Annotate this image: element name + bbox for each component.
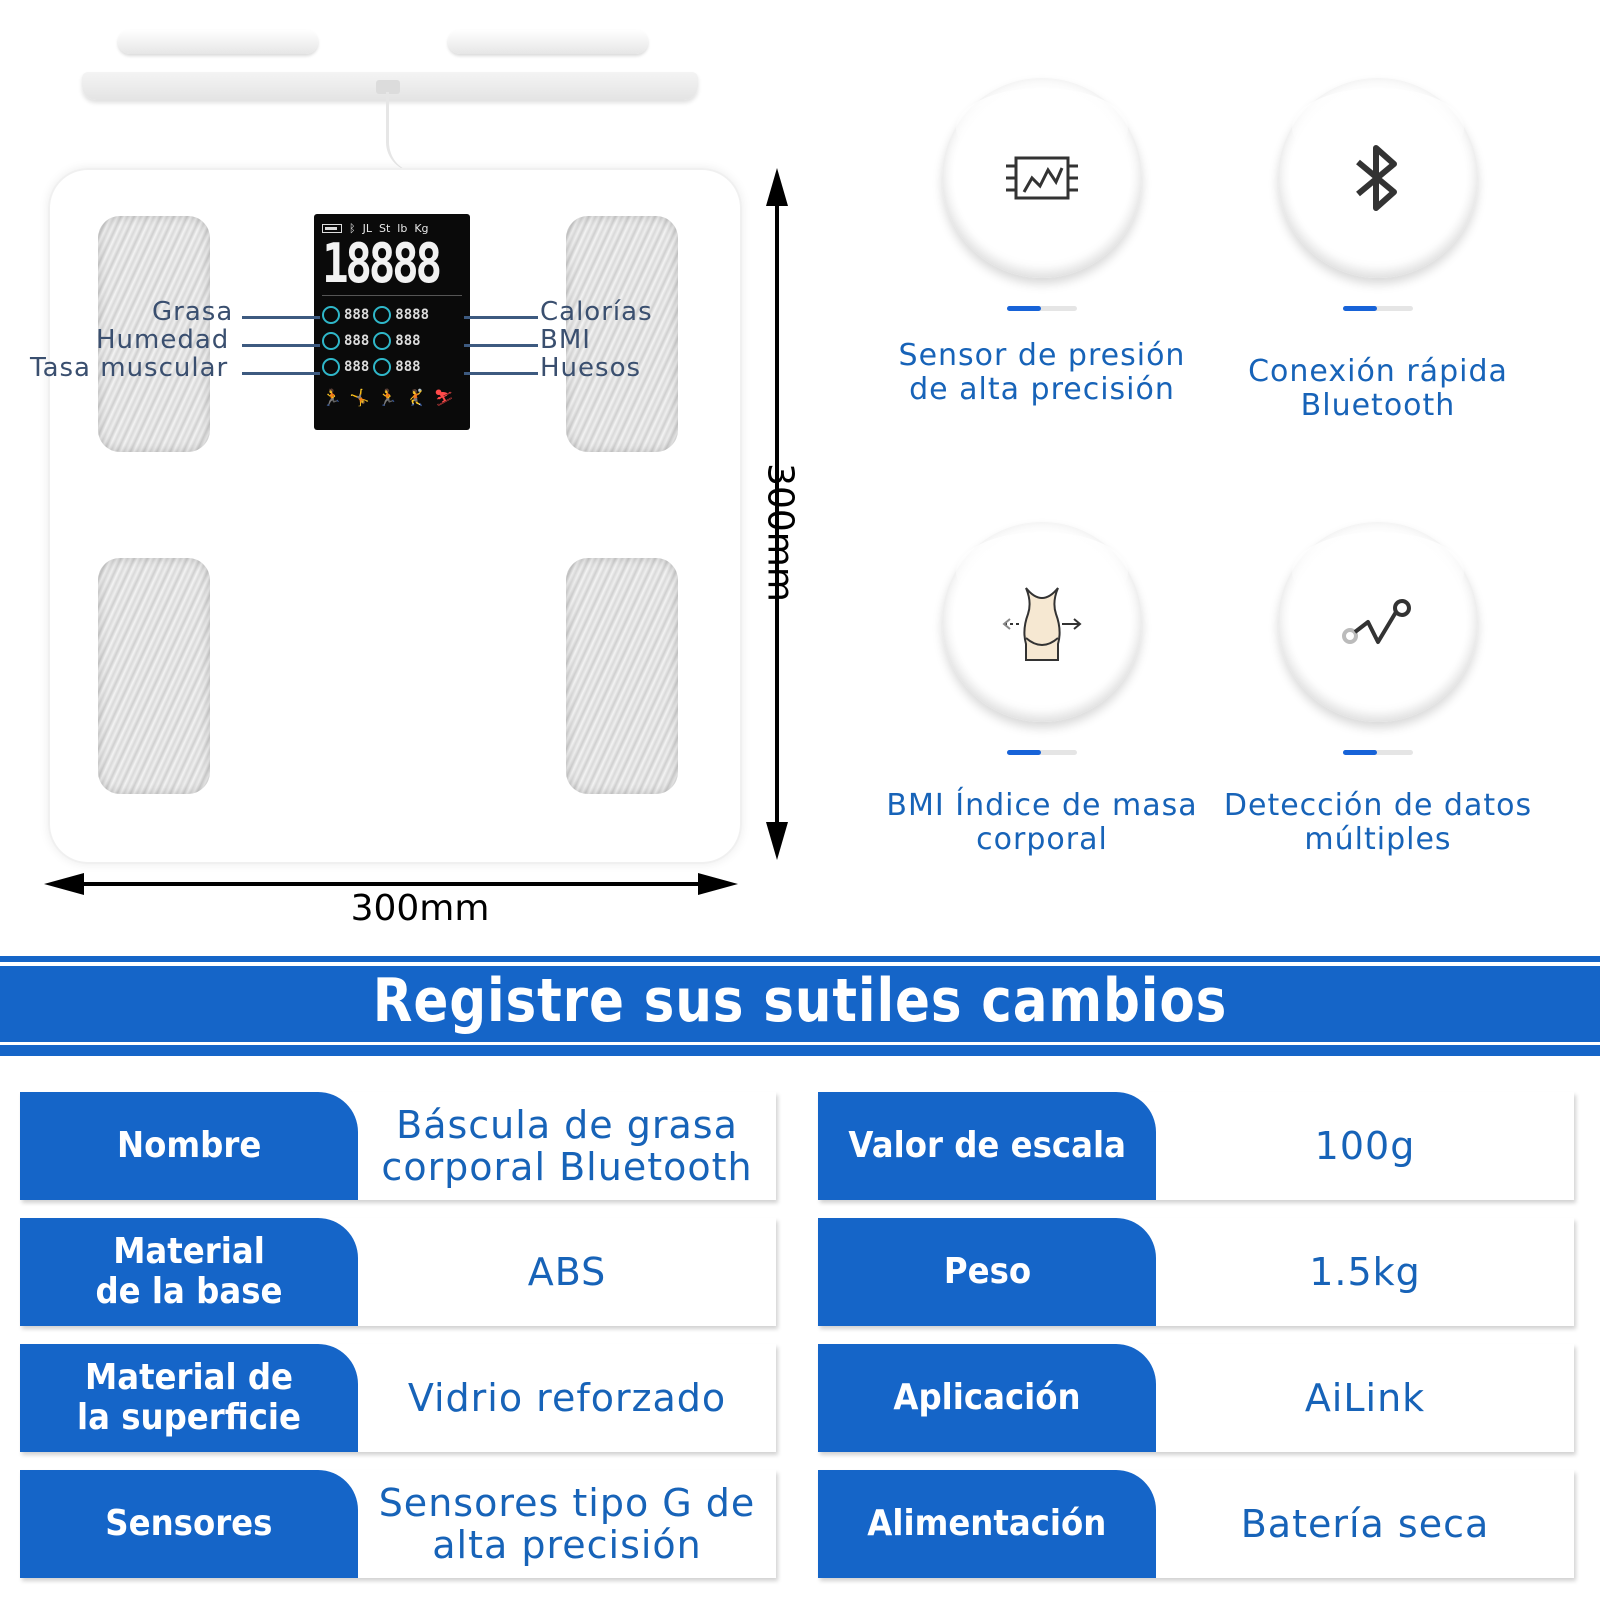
arrow-right-icon — [698, 873, 738, 895]
feature-bubble — [942, 78, 1142, 278]
fat-icon — [322, 306, 340, 324]
lcd-weight-digits: 18888 — [322, 232, 439, 295]
feature-text: Detección de datos múltiples — [1223, 788, 1533, 857]
charging-cable — [386, 92, 416, 172]
callout-line — [464, 316, 538, 319]
feature-progress-bar — [1343, 306, 1413, 311]
bluetooth-icon — [1328, 128, 1428, 228]
feature-text: BMI Índice de masa corporal — [886, 788, 1198, 857]
spec-value: Vidrio reforzado — [407, 1376, 727, 1420]
sprinter-icon: 🏃 — [377, 388, 398, 407]
arrow-down-icon — [766, 822, 788, 860]
lcd-unit-st: St — [378, 222, 391, 235]
lcd-unit-jl: JL — [362, 222, 372, 235]
lcd-metric-row: 888 888 — [322, 354, 462, 380]
callout-line — [242, 344, 320, 347]
spec-label: Aplicación — [818, 1344, 1156, 1452]
callout-grasa: Grasa — [152, 297, 234, 327]
athlete-icon: 🤾 — [405, 388, 426, 407]
spec-row — [20, 1218, 776, 1326]
feature-progress-bar — [1007, 306, 1077, 311]
spec-row — [818, 1218, 1574, 1326]
spec-value: 1.5kg — [1309, 1250, 1421, 1294]
feature-multi-data — [1218, 522, 1538, 857]
callout-huesos: Huesos — [540, 353, 642, 383]
feature-pressure-sensor — [882, 78, 1202, 407]
banner-stripe — [0, 1042, 1600, 1045]
calorie-icon — [373, 306, 391, 324]
banner-title: Registre sus sutiles cambios — [372, 966, 1228, 1036]
callout-bmi: BMI — [540, 325, 591, 355]
width-dimension-line — [80, 882, 700, 886]
muscle-icon — [322, 358, 340, 376]
lcd-divider — [322, 295, 462, 296]
spec-label: Peso — [818, 1218, 1156, 1326]
electrode-bottom-left — [98, 558, 210, 794]
width-dimension-label: 300mm — [350, 888, 490, 929]
spec-value: Sensores tipo G de alta precisión — [378, 1481, 756, 1567]
lcd-unit-lb: lb — [397, 222, 408, 235]
lcd-metric-row: 888 8888 — [322, 302, 462, 328]
feature-bubble — [942, 522, 1142, 722]
feature-bubble — [1278, 78, 1478, 278]
dancer-icon: 🤸 — [349, 388, 370, 407]
charging-pad-right — [448, 30, 648, 54]
spec-label: Material de la base — [20, 1218, 358, 1326]
lcd-user-icons — [322, 388, 462, 407]
feature-progress-bar — [1343, 750, 1413, 755]
bone-icon — [373, 358, 391, 376]
spec-row — [20, 1344, 776, 1452]
callout-line — [464, 372, 538, 375]
spec-value: AiLink — [1304, 1376, 1426, 1420]
charging-pad-left — [118, 30, 318, 54]
spec-value: Báscula de grasa corporal Bluetooth — [381, 1103, 753, 1189]
callout-humedad: Humedad — [96, 325, 230, 355]
lcd-metric-row: 888 888 — [322, 328, 462, 354]
arrow-up-icon — [766, 168, 788, 206]
water-icon — [322, 332, 340, 350]
feature-bubble — [1278, 522, 1478, 722]
bluetooth-icon: ᛒ — [349, 222, 356, 235]
feature-text: Sensor de presión de alta precisión — [898, 338, 1186, 407]
spec-label: Nombre — [20, 1092, 358, 1200]
circuit-board-icon — [992, 128, 1092, 228]
spec-value: ABS — [527, 1250, 607, 1294]
spec-row — [818, 1344, 1574, 1452]
arrow-left-icon — [44, 873, 84, 895]
runner-icon: 🏃 — [322, 388, 342, 407]
callout-line — [242, 372, 320, 375]
callout-tasa-muscular: Tasa muscular — [30, 353, 229, 383]
feature-bluetooth — [1218, 78, 1538, 423]
body-torso-icon — [992, 572, 1092, 672]
spec-row — [818, 1470, 1574, 1578]
lcd-unit-kg: Kg — [414, 222, 429, 235]
electrode-bottom-right — [566, 558, 678, 794]
callout-line — [242, 316, 320, 319]
spec-value: 100g — [1314, 1124, 1416, 1168]
spec-row — [20, 1470, 776, 1578]
feature-bmi — [882, 522, 1202, 857]
spec-label: Valor de escala — [818, 1092, 1156, 1200]
lcd-display — [314, 214, 470, 430]
spec-label: Material de la superficie — [20, 1344, 358, 1452]
feature-progress-bar — [1007, 750, 1077, 755]
spec-row — [818, 1092, 1574, 1200]
callout-calorias: Calorías — [540, 297, 653, 327]
bmi-icon — [373, 332, 391, 350]
data-line-icon — [1328, 572, 1428, 672]
spec-label: Sensores — [20, 1470, 358, 1578]
spec-value: Batería seca — [1240, 1502, 1490, 1546]
skater-icon: ⛷ — [433, 388, 454, 407]
spec-label: Alimentación — [818, 1470, 1156, 1578]
feature-text: Conexión rápida Bluetooth — [1248, 354, 1508, 423]
height-dimension-label: 300mm — [759, 463, 801, 602]
spec-row — [20, 1092, 776, 1200]
callout-line — [464, 344, 538, 347]
